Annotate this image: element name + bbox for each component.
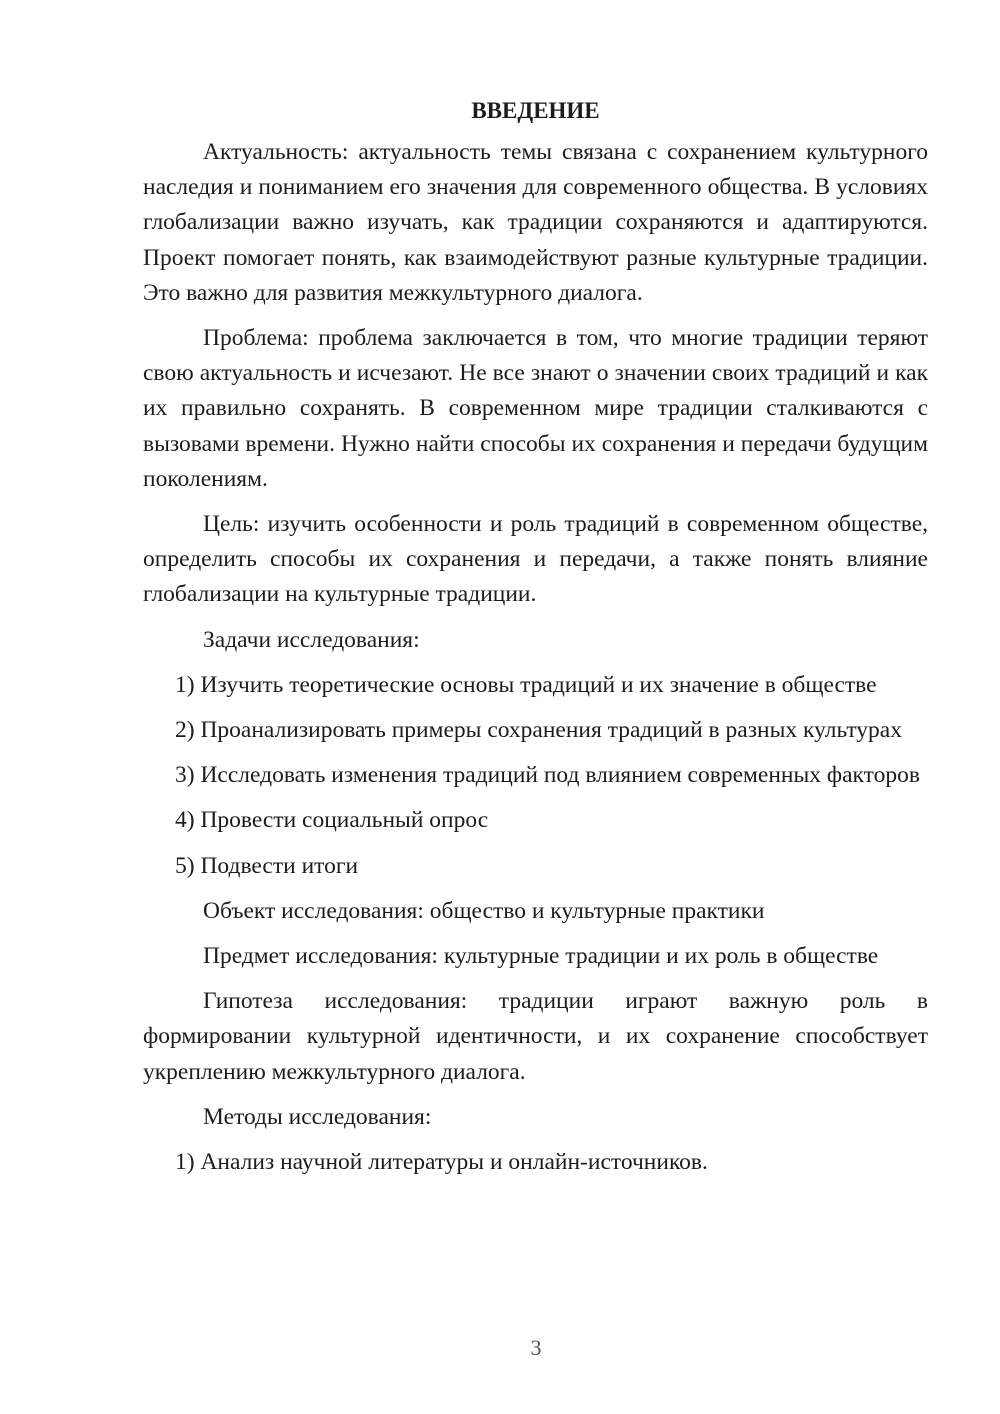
problem-paragraph: Проблема: проблема заключается в том, что многие традиции теряют свою актуальность и исчезают. Не все знают о значении своих традиций и как их правильно сохранять. В современном мире традиции сталкиваются с вызовами времени. Нужно найти способы их сохранения и передачи будущим поколениям. [143, 325, 928, 492]
tasks-heading: Задачи исследования: [203, 626, 420, 653]
methods-heading: Методы исследования: [203, 1103, 432, 1130]
task-item: 3) Исследовать изменения традиций под влиянием современных факторов [175, 762, 920, 789]
research-object: Объект исследования: общество и культурные практики [203, 897, 765, 924]
task-item: 2) Проанализировать примеры сохранения традиций в разных культурах [175, 717, 902, 744]
page-number: 3 [530, 1335, 542, 1360]
document-body [143, 96, 928, 1190]
task-item: 5) Подвести итоги [175, 852, 359, 879]
document-title: ВВЕДЕНИЕ [471, 98, 600, 123]
task-item: 1) Изучить теоретические основы традиций и их значение в обществе [175, 671, 877, 698]
method-item: 1) Анализ научной литературы и онлайн-источников. [175, 1149, 708, 1176]
research-subject: Предмет исследования: культурные традиции и их роль в обществе [203, 943, 879, 970]
hypothesis-paragraph: Гипотеза исследования: традиции играют важную роль в формировании культурной идентичности, и их сохранение способствует укреплению межкультурного диалога. [143, 988, 928, 1085]
task-item: 4) Провести социальный опрос [175, 807, 489, 834]
goal-paragraph: Цель: изучить особенности и роль традиций в современном обществе, определить способы их сохранения и передачи, а также понять влияние глобализации на культурные традиции. [143, 511, 928, 608]
relevance-paragraph: Актуальность: актуальность темы связана с сохранением культурного наследия и пониманием его значения для современного общества. В условиях глобализации важно изучать, как традиции сохраняются и адаптируются. Проект помогает понять, как взаимодействуют разные культурные традиции. Это важно для развития межкультурного диалога. [143, 139, 928, 306]
